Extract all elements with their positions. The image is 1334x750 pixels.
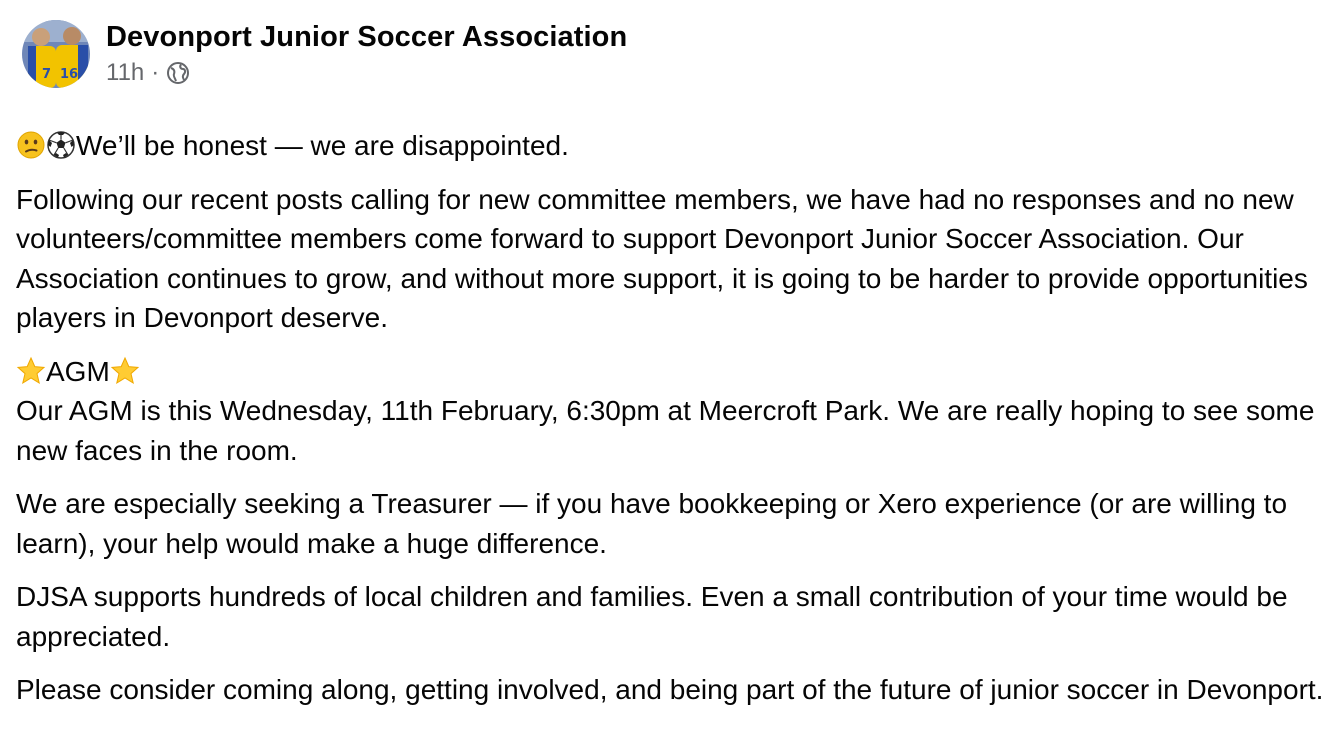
post-header [22, 20, 627, 88]
paragraph-djsa: DJSA supports hundreds of local children and families. Even a small contribution of your time would be appreciated. [16, 581, 1288, 652]
star-emoji [110, 356, 140, 386]
post-body [16, 126, 1326, 724]
svg-text:7: 7 [42, 67, 52, 82]
confused-face-emoji [16, 130, 46, 160]
post-timestamp[interactable]: 11h [106, 59, 145, 86]
agm-details: Our AGM is this Wednesday, 11th February, 6:30pm at Meercroft Park. We are really hoping to see some new faces in the room. [16, 395, 1315, 466]
paragraph-invite: Please consider coming along, getting involved, and being part of the future of junior soccer in Devonport. [16, 674, 1324, 705]
star-emoji [16, 356, 46, 386]
meta-separator: · [151, 59, 160, 86]
page-name[interactable]: Devonport Junior Soccer Association [106, 21, 628, 53]
paragraph-committee: Following our recent posts calling for new committee members, we have had no responses and no new volunteers/committee members come forward to support Devonport Junior Soccer Association. Our Association continues to grow, and without more support, it is going to be harder to provide opportunities players in Devonport deserve. [16, 183, 1308, 333]
post-meta [106, 58, 627, 88]
avatar[interactable] [22, 20, 90, 88]
intro-line [16, 126, 1326, 166]
soccer-ball-emoji [46, 130, 76, 160]
agm-title: AGM [46, 355, 110, 387]
agm-heading [16, 352, 1326, 392]
team-photo-avatar [22, 20, 90, 88]
svg-text:16: 16 [60, 67, 79, 82]
intro-text: We’ll be honest — we are disappointed. [76, 130, 569, 161]
paragraph-treasurer: We are especially seeking a Treasurer — if you have bookkeeping or Xero experience (or are willing to learn), your help would make a huge difference. [16, 488, 1288, 559]
globe-icon[interactable] [166, 61, 190, 85]
agm-section [16, 352, 1326, 471]
